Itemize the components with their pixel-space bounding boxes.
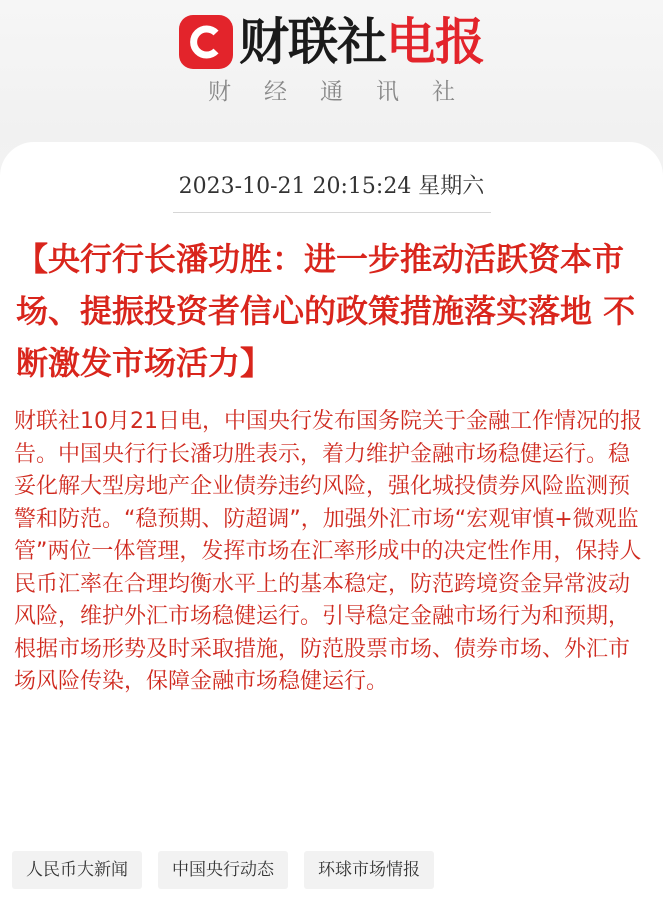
article-body: 财联社10月21日电，中国央行发布国务院关于金融工作情况的报告。中国央行行长潘功胜表示，着力维护金融市场稳健运行。稳妥化解大型房地产企业债券违约风险，强化城投债券风险监测预警和防范。“稳预期、防超调”，加强外汇市场“宏观审慎+微观监管”两位一体管理，发挥市场在汇率形成中的决定性作用，保持人民币汇率在合理均衡水平上的基本稳定，防范跨境资金异常波动风险，维护外汇市场稳健运行。引导稳定金融市场行为和预期，根据市场形势及时采取措施，防范股票市场、债券市场、外汇市场风险传染，保障金融市场稳健运行。 bbox=[14, 409, 642, 694]
brand-name-part1: 财联社 bbox=[239, 13, 386, 71]
brand-name-part2: 电报 bbox=[386, 13, 484, 71]
datetime-divider bbox=[173, 212, 491, 213]
article-headline: 【央行行长潘功胜：进一步推动活跃资本市场、提振投资者信心的政策措施落实落地 不断激发市场活力】 bbox=[16, 240, 636, 382]
brand-name bbox=[239, 10, 484, 74]
tag-item[interactable]: 人民币大新闻 bbox=[12, 851, 142, 889]
brand-subtitle: 财经通讯社 bbox=[208, 79, 488, 105]
brand-logo-icon bbox=[179, 15, 233, 69]
tag-list bbox=[12, 851, 434, 889]
brand-header bbox=[0, 10, 663, 74]
tag-item[interactable]: 环球市场情报 bbox=[304, 851, 434, 889]
tag-item[interactable]: 中国央行动态 bbox=[158, 851, 288, 889]
article-datetime: 2023-10-21 20:15:24 星期六 bbox=[178, 174, 485, 199]
c-logo-icon bbox=[186, 22, 226, 62]
